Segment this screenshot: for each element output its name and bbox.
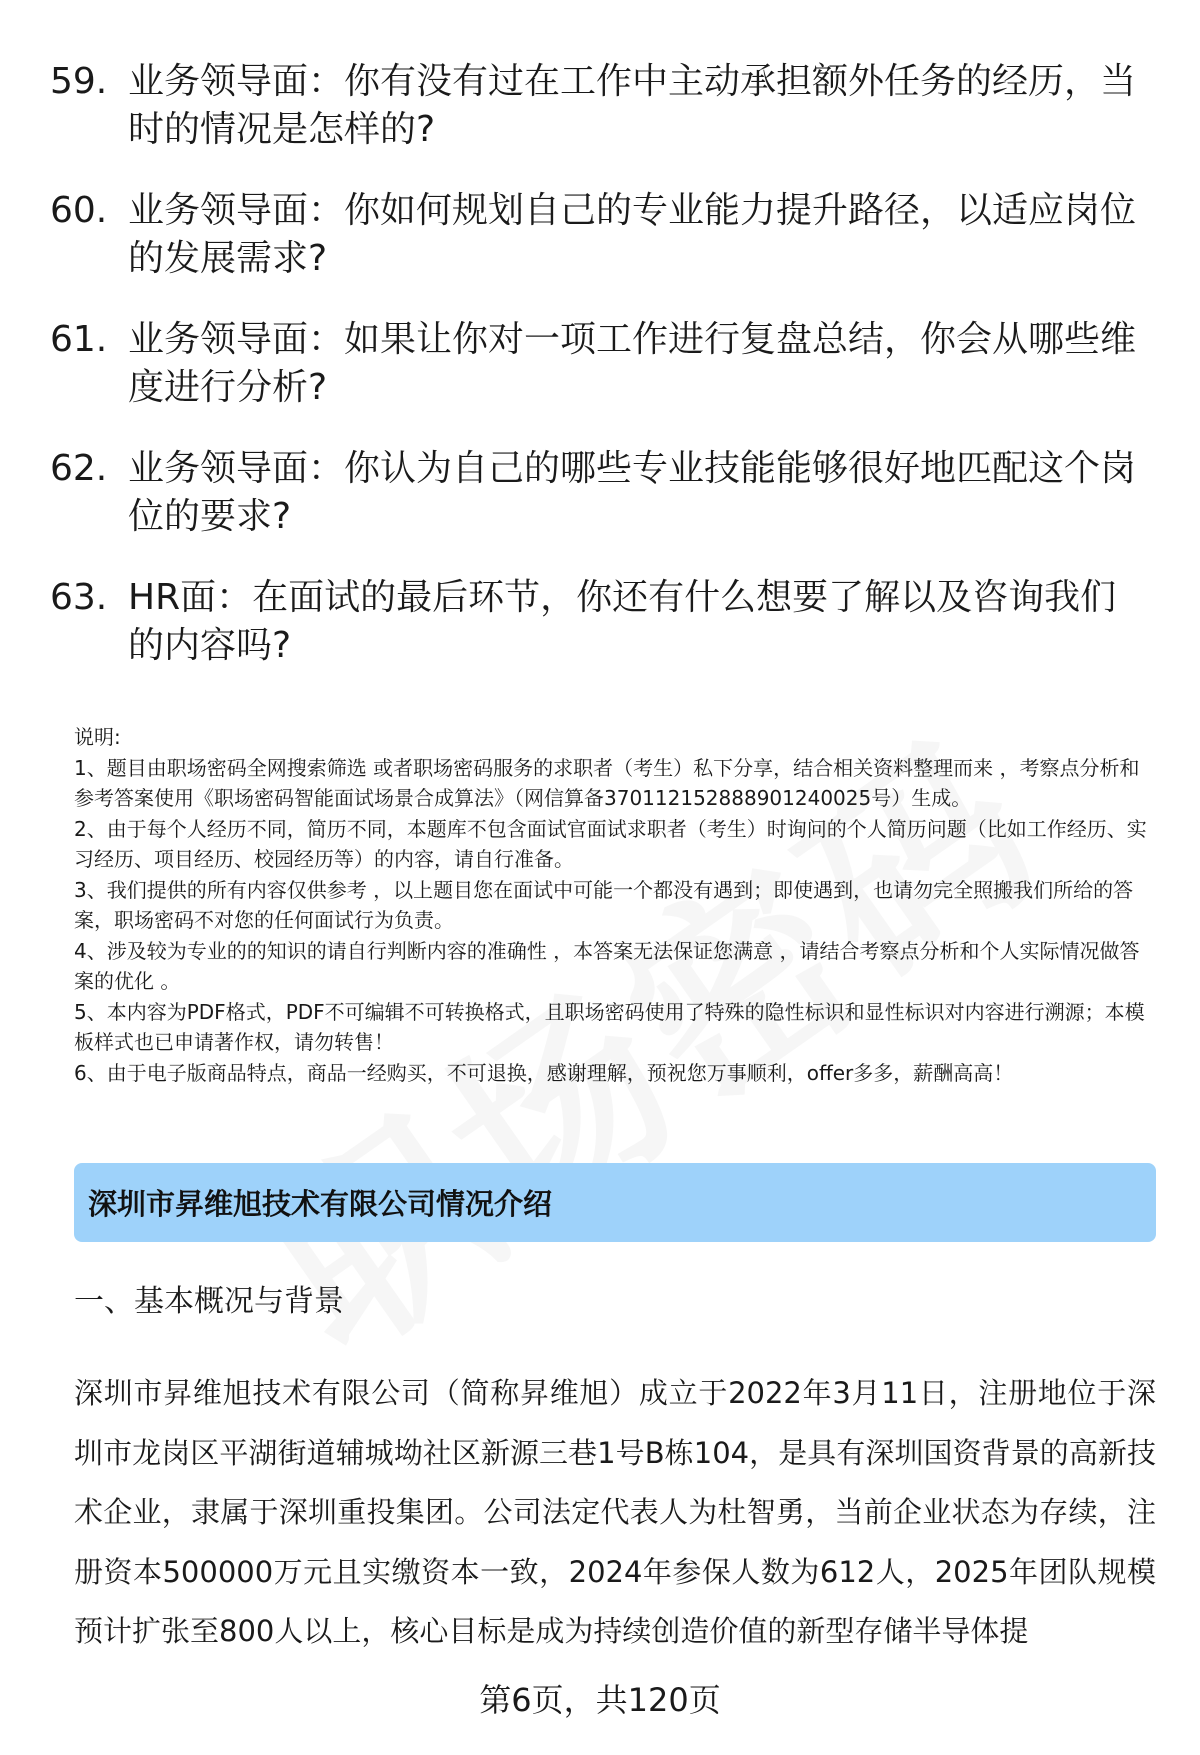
note-item: 3、我们提供的所有内容仅供参考 ，以上题目您在面试中可能一个都没有遇到；即使遇到，也请勿完全照搬我们所给的答案，职场密码不对您的任何面试行为负责。	[74, 877, 1134, 932]
question-number: 61.	[50, 319, 108, 360]
notes-section	[74, 722, 1156, 1088]
note-item: 2、由于每个人经历不同，简历不同，本题库不包含面试官面试求职者（考生）时询问的个人简历问题（比如工作经历、实习经历、项目经历、校园经历等）的内容，请自行准备。	[74, 816, 1147, 871]
question-text: 业务领导面：你如何规划自己的专业能力提升路径，以适应岗位的发展需求?	[128, 190, 1137, 279]
company-banner	[74, 1163, 1156, 1242]
question-text: 业务领导面：如果让你对一项工作进行复盘总结，你会从哪些维度进行分析?	[128, 319, 1137, 408]
question-text: HR面：在面试的最后环节，你还有什么想要了解以及咨询我们的内容吗?	[128, 577, 1117, 666]
question-item	[50, 445, 1150, 541]
question-item	[50, 316, 1150, 412]
page-number-footer: 第6页，共120页	[479, 1681, 721, 1719]
company-banner-title: 深圳市昇维旭技术有限公司情况介绍	[88, 1187, 553, 1221]
question-item	[50, 187, 1150, 283]
note-item: 4、涉及较为专业的的知识的请自行判断内容的准确性 ，本答案无法保证您满意 ，请结合考察点分析和个人实际情况做答案的优化 。	[74, 938, 1140, 993]
question-number: 63.	[50, 577, 108, 618]
question-number: 60.	[50, 190, 108, 231]
question-text: 业务领导面：你有没有过在工作中主动承担额外任务的经历，当时的情况是怎样的?	[128, 61, 1137, 150]
question-item	[50, 58, 1150, 154]
question-number: 59.	[50, 61, 108, 102]
question-item	[50, 574, 1150, 670]
notes-title: 说明:	[74, 725, 121, 749]
question-list	[50, 58, 1150, 703]
question-text: 业务领导面：你认为自己的哪些专业技能能够很好地匹配这个岗位的要求?	[128, 448, 1137, 537]
note-item: 5、本内容为PDF格式，PDF不可编辑不可转换格式，且职场密码使用了特殊的隐性标识和显性标识对内容进行溯源；本模板样式也已申请著作权，请勿转售！	[74, 999, 1145, 1054]
question-number: 62.	[50, 448, 108, 489]
note-item: 6、由于电子版商品特点，商品一经购买，不可退换，感谢理解，预祝您万事顺利，offer多多，薪酬高高！	[74, 1060, 1014, 1085]
note-item: 1、题目由职场密码全网搜索筛选 或者职场密码服务的求职者（考生）私下分享，结合相关资料整理而来 ，考察点分析和参考答案使用《职场密码智能面试场景合成算法》（网信算备370112152888901240025号）生成。	[74, 755, 1140, 810]
section-heading: 一、基本概况与背景	[74, 1284, 344, 1319]
body-paragraph: 深圳市昇维旭技术有限公司（简称昇维旭）成立于2022年3月11日，注册地位于深圳市龙岗区平湖街道辅城坳社区新源三巷1号B栋104，是具有深圳国资背景的高新技术企业，隶属于深圳重投集团。公司法定代表人为杜智勇，当前企业状态为存续，注册资本500000万元且实缴资本一致，2024年参保人数为612人，2025年团队规模预计扩张至800人以上，核心目标是成为持续创造价值的新型存储半导体提	[74, 1376, 1156, 1648]
